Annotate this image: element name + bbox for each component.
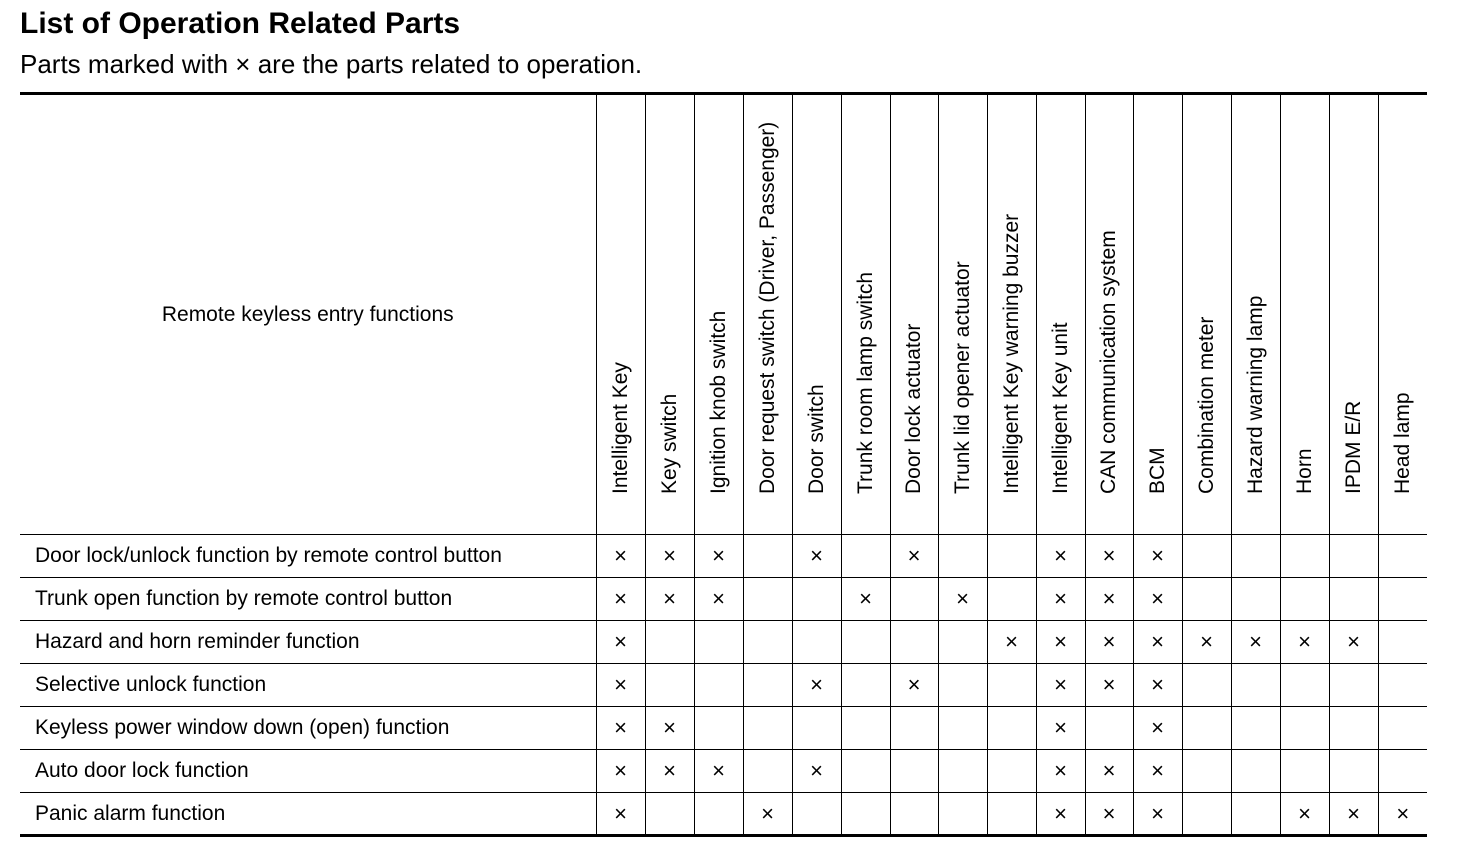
operation-mark-cell: × [1036,535,1085,578]
operation-mark-cell: × [1329,793,1378,836]
part-column-label: Intelligent Key unit [1048,322,1072,494]
empty-cell [1329,750,1378,793]
part-column-label: Head lamp [1390,392,1414,494]
part-column-header [694,94,743,535]
empty-cell [1329,535,1378,578]
empty-cell [890,707,938,750]
empty-cell [938,664,987,707]
page-subtitle: Parts marked with × are the parts related to operation. [20,49,643,79]
empty-cell [694,707,743,750]
empty-cell [1231,664,1280,707]
empty-cell [1329,707,1378,750]
operation-mark-cell: × [1085,793,1133,836]
empty-cell [1182,664,1231,707]
empty-cell [841,535,890,578]
empty-cell [1378,621,1427,664]
part-column-header [1329,94,1378,535]
empty-cell [1329,578,1378,621]
empty-cell [890,793,938,836]
operation-mark-cell: × [596,664,645,707]
empty-cell [1280,750,1329,793]
part-column-header [792,94,841,535]
empty-cell [1085,707,1133,750]
empty-cell [890,578,938,621]
operation-mark-cell: × [792,535,841,578]
operation-mark-cell: × [596,793,645,836]
empty-cell [1280,664,1329,707]
empty-cell [792,707,841,750]
part-column-header [1280,94,1329,535]
empty-cell [694,621,743,664]
operation-mark-cell: × [694,750,743,793]
operation-mark-cell: × [938,578,987,621]
empty-cell [987,750,1036,793]
empty-cell [645,621,694,664]
empty-cell [987,707,1036,750]
part-column-header [890,94,938,535]
operation-mark-cell: × [645,750,694,793]
empty-cell [743,750,792,793]
operation-mark-cell: × [1133,578,1182,621]
empty-cell [792,793,841,836]
empty-cell [1231,535,1280,578]
operation-mark-cell: × [1085,621,1133,664]
table-row [20,664,1427,707]
operation-mark-cell: × [694,578,743,621]
empty-cell [743,664,792,707]
operation-mark-cell: × [1085,664,1133,707]
empty-cell [1378,578,1427,621]
empty-cell [1231,793,1280,836]
table-body [20,535,1427,836]
operation-mark-cell: × [645,707,694,750]
empty-cell [694,664,743,707]
empty-cell [987,578,1036,621]
table-row [20,621,1427,664]
part-column-label: Trunk room lamp switch [853,271,877,494]
empty-cell [645,793,694,836]
empty-cell [938,793,987,836]
operation-mark-cell: × [1280,621,1329,664]
table-row [20,793,1427,836]
operation-mark-cell: × [596,707,645,750]
part-column-header [1182,94,1231,535]
operation-mark-cell: × [890,535,938,578]
function-label: Door lock/unlock function by remote control button [20,535,596,578]
function-label: Auto door lock function [20,750,596,793]
function-label: Panic alarm function [20,793,596,836]
part-column-header [1036,94,1085,535]
part-column-header [841,94,890,535]
empty-cell [792,621,841,664]
operation-mark-cell: × [1231,621,1280,664]
part-column-header [987,94,1036,535]
function-label: Trunk open function by remote control button [20,578,596,621]
empty-cell [841,707,890,750]
empty-cell [938,621,987,664]
page-title: List of Operation Related Parts [20,7,461,40]
operation-parts-table [20,92,1427,837]
part-column-header [1231,94,1280,535]
part-column-label: Door switch [804,384,828,494]
operation-mark-cell: × [645,578,694,621]
operation-mark-cell: × [841,578,890,621]
part-column-header [1085,94,1133,535]
operation-mark-cell: × [1280,793,1329,836]
empty-cell [841,793,890,836]
empty-cell [890,621,938,664]
part-column-label: IPDM E/R [1341,400,1365,494]
empty-cell [1378,750,1427,793]
empty-cell [1280,535,1329,578]
part-column-header [1133,94,1182,535]
operation-mark-cell: × [596,750,645,793]
operation-mark-cell: × [1085,750,1133,793]
function-label: Selective unlock function [20,664,596,707]
part-column-label: Key switch [657,393,681,494]
function-label: Hazard and horn reminder function [20,621,596,664]
empty-cell [1378,535,1427,578]
operation-mark-cell: × [1036,707,1085,750]
part-column-label: Trunk lid opener actuator [950,261,974,494]
empty-cell [743,621,792,664]
empty-cell [841,664,890,707]
operation-mark-cell: × [1133,750,1182,793]
function-label: Keyless power window down (open) function [20,707,596,750]
empty-cell [987,664,1036,707]
operation-mark-cell: × [645,535,694,578]
empty-cell [1378,707,1427,750]
part-column-label: Intelligent Key warning buzzer [999,213,1023,494]
empty-cell [645,664,694,707]
operation-mark-cell: × [1133,793,1182,836]
operation-mark-cell: × [1036,578,1085,621]
empty-cell [1182,750,1231,793]
empty-cell [1329,664,1378,707]
empty-cell [743,578,792,621]
operation-mark-cell: × [890,664,938,707]
part-column-label: Door request switch (Driver, Passenger) [755,121,779,494]
empty-cell [890,750,938,793]
operation-mark-cell: × [1378,793,1427,836]
empty-cell [1231,578,1280,621]
empty-cell [694,793,743,836]
operation-mark-cell: × [1133,707,1182,750]
table-row [20,750,1427,793]
empty-cell [743,535,792,578]
part-column-header [645,94,694,535]
operation-mark-cell: × [1036,664,1085,707]
empty-cell [1231,707,1280,750]
operation-mark-cell: × [792,664,841,707]
part-column-label: Intelligent Key [608,362,632,494]
operation-mark-cell: × [1182,621,1231,664]
operation-mark-cell: × [1133,621,1182,664]
operation-mark-cell: × [1036,621,1085,664]
table-row [20,535,1427,578]
empty-cell [987,535,1036,578]
empty-cell [841,621,890,664]
functions-column-header: Remote keyless entry functions [20,94,596,535]
empty-cell [938,750,987,793]
empty-cell [987,793,1036,836]
part-column-label: Ignition knob switch [706,310,730,494]
operation-mark-cell: × [1085,535,1133,578]
empty-cell [1182,535,1231,578]
empty-cell [1182,707,1231,750]
empty-cell [841,750,890,793]
empty-cell [938,535,987,578]
operation-mark-cell: × [1329,621,1378,664]
operation-mark-cell: × [596,578,645,621]
operation-mark-cell: × [1133,664,1182,707]
empty-cell [1378,664,1427,707]
operation-mark-cell: × [596,621,645,664]
empty-cell [792,578,841,621]
empty-cell [743,707,792,750]
part-column-label: Combination meter [1194,316,1218,494]
operation-mark-cell: × [1036,793,1085,836]
table-row [20,707,1427,750]
part-column-label: Horn [1292,448,1316,494]
part-column-label: BCM [1145,447,1169,494]
empty-cell [1280,707,1329,750]
part-column-label: Door lock actuator [902,323,925,494]
part-column-header [596,94,645,535]
empty-cell [938,707,987,750]
empty-cell [1182,793,1231,836]
table-header-row [20,94,1427,535]
empty-cell [1280,578,1329,621]
operation-mark-cell: × [987,621,1036,664]
part-column-label: Hazard warning lamp [1243,295,1267,494]
part-column-header [1378,94,1427,535]
operation-mark-cell: × [694,535,743,578]
operation-mark-cell: × [1133,535,1182,578]
empty-cell [1182,578,1231,621]
part-column-label: CAN communication system [1097,230,1120,494]
part-column-header [938,94,987,535]
table-row [20,578,1427,621]
empty-cell [1231,750,1280,793]
part-column-header [743,94,792,535]
operation-mark-cell: × [743,793,792,836]
operation-mark-cell: × [596,535,645,578]
operation-mark-cell: × [1085,578,1133,621]
operation-mark-cell: × [792,750,841,793]
operation-mark-cell: × [1036,750,1085,793]
